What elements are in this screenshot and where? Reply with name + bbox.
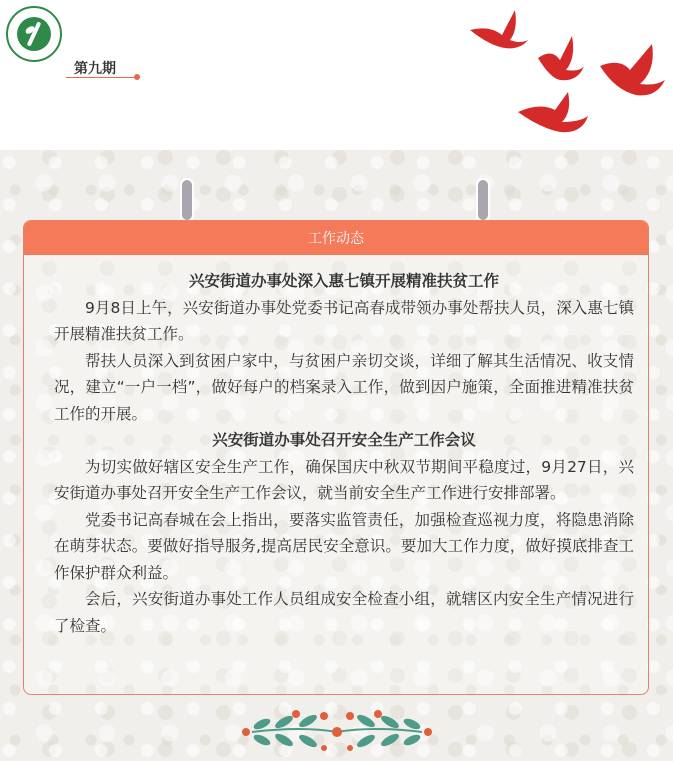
- article-paragraph: 为切实做好辖区安全生产工作，确保国庆中秋双节期间平稳度过，9月27日，兴安街道办事处召开安全生产工作会议，就当前安全生产工作进行安排部署。: [54, 457, 634, 502]
- leaf-icon: [297, 733, 318, 750]
- logo-emblem: [6, 6, 62, 62]
- doves-decoration: [460, 0, 673, 150]
- dove-icon: [470, 10, 528, 48]
- leaf-icon: [252, 717, 272, 732]
- berry-icon: [424, 728, 432, 736]
- dove-icon: [518, 92, 588, 132]
- issue-underline: [66, 77, 136, 78]
- leaf-icon: [402, 717, 422, 732]
- leaf-icon: [273, 714, 294, 731]
- article-paragraph: 党委书记高春城在会上指出，要落实监管责任，加强检查巡视力度，将隐患消除在萌芽状态。要做好指导服务,提高居民安全意识。要加大工作力度，做好摸底排查工作保护群众利益。: [54, 510, 634, 582]
- issue-number: 第九期: [74, 60, 116, 76]
- article-paragraph: 会后，兴安街道办事处工作人员组成安全检查小组，就辖区内安全生产情况进行了检查。: [54, 590, 634, 635]
- berry-icon: [347, 745, 353, 751]
- leaf-icon: [379, 732, 400, 749]
- berry-icon: [374, 710, 382, 718]
- leaf-icon: [379, 714, 400, 731]
- berry-icon: [292, 710, 300, 718]
- leaf-icon: [355, 733, 376, 750]
- issue-dot: [134, 74, 140, 80]
- berry-icon: [321, 745, 327, 751]
- article-paragraph: 帮扶人员深入到贫困户家中，与贫困户亲切交谈，详细了解其生活情况、收支情况，建立“一户一档”，做好每户的档案录入工作，做到因户施策，全面推进精准扶贫工作的开展。: [54, 351, 634, 423]
- card-body: [54, 268, 634, 639]
- article-title: 兴安街道办事处召开安全生产工作会议: [212, 431, 476, 449]
- news-card: [23, 220, 649, 695]
- leaf-icon: [402, 733, 422, 748]
- berry-icon: [346, 712, 354, 720]
- berry-icon: [320, 712, 328, 720]
- article-title: 兴安街道办事处深入惠七镇开展精准扶贫工作: [188, 272, 499, 290]
- logo-icon: [17, 17, 51, 51]
- binder-pin-left: [180, 178, 194, 222]
- dove-icon: [538, 36, 584, 80]
- berry-icon: [242, 728, 250, 736]
- leaf-icon: [297, 713, 318, 730]
- header: [0, 0, 673, 150]
- article-paragraph: 9月8日上午，兴安街道办事处党委书记高春成带领办事处帮扶人员，深入惠七镇开展精准扶贫工作。: [54, 298, 634, 343]
- dove-icon: [600, 44, 665, 95]
- leaf-decoration: [232, 702, 442, 757]
- section-heading: 工作动态: [24, 221, 648, 255]
- binder-pin-right: [476, 178, 490, 222]
- leaf-icon: [252, 733, 272, 748]
- leaf-icon: [273, 732, 294, 749]
- leaf-icon: [355, 713, 376, 730]
- berry-icon: [332, 727, 342, 737]
